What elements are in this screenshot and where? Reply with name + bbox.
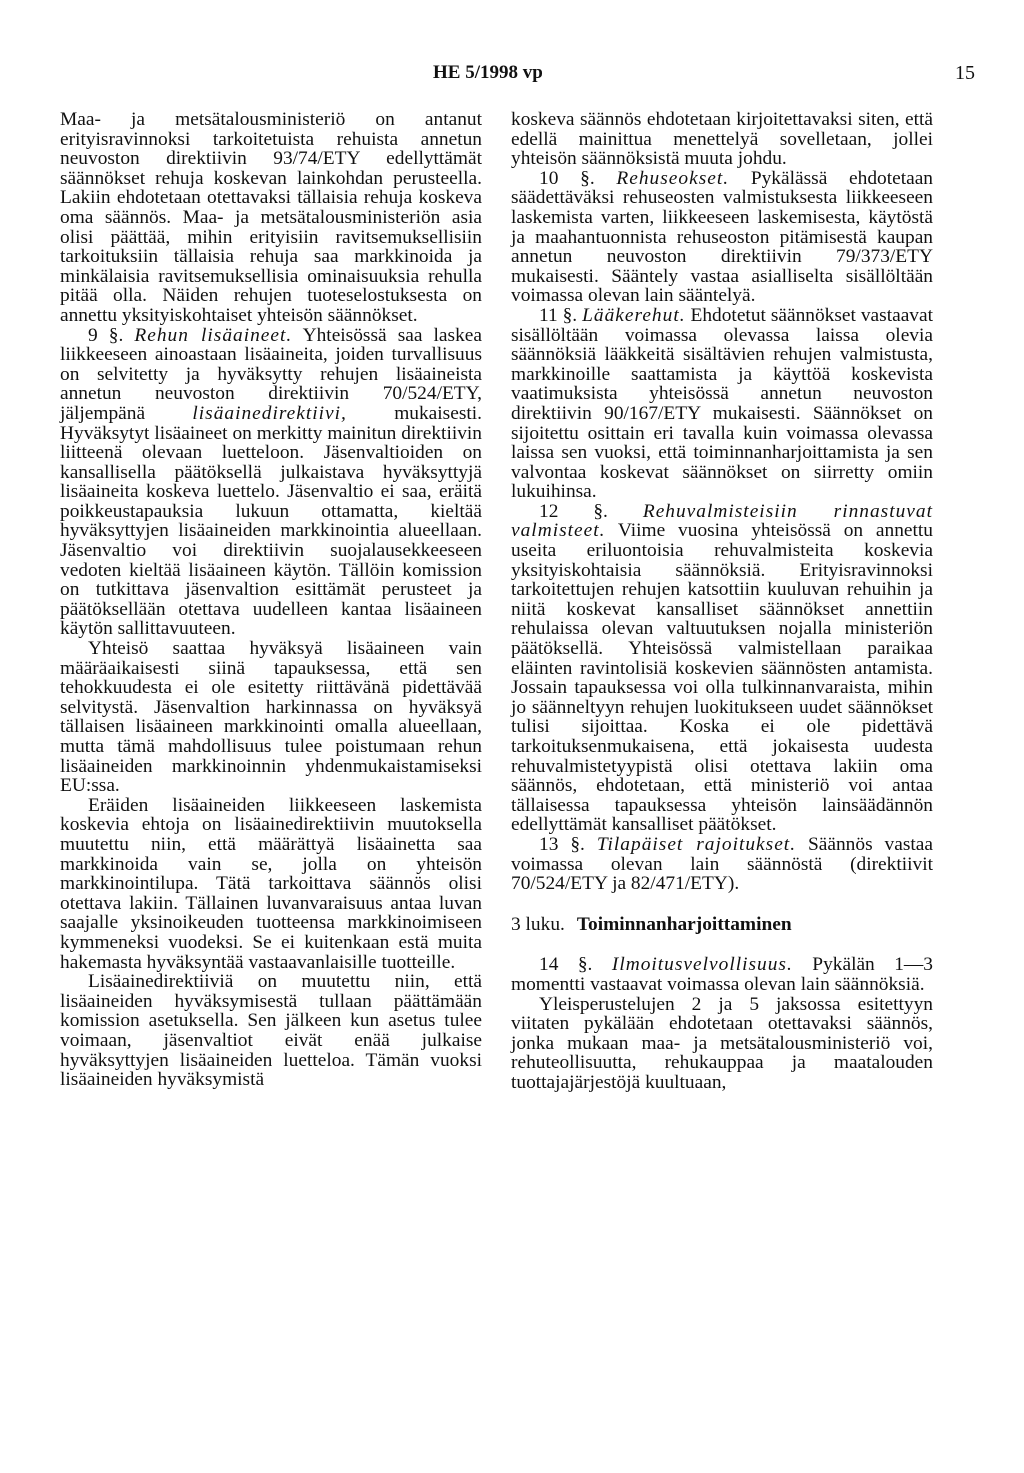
paragraph-text: mukaisesti. Hyväksytyt lisäaineet on merkitty mainitun direktiivin liitteenä olevaan luetteloon. Jäsenvaltioiden on kansallisella päätöksellä julkaistava hyväksyttyjä lisäaineita koskeva luettelo. Jäsenvaltio ei saa, eräitä poikkeustapauksia lukuun ottamatta, kieltää hyväksyttyjen lisäaineiden markkinointia alueellaan. Jäsenvaltio voi direktiivin suojalausekkeeseen vedoten kieltää lisäaineen käytön. Tällöin komission on tutkittava jäsenvaltion esittämät perusteet ja päätöksellään otettava uudelleen kantaa lisäaineen käytön sallittavuuteen. — [60, 402, 482, 640]
section-title: Rehuseokset. — [616, 167, 730, 189]
paragraph-text: Pykälän 1—3 momentti vastaavat voimassa olevan lain säännöksiä. — [511, 954, 933, 995]
paragraph: Maa- ja metsätalousministeriö on antanut erityisravinnoksi tarkoitetuista rehuista annetun neuvoston direktiivin 93/74/ETY edellyttämät säännökset rehuja koskevan lainkohdan perusteella. Lakiin ehdotetaan otettavaksi tällaisia rehuja koskeva oma säännös. Maa- ja metsätalousministeriön asia olisi päättää, mihin erityisiin ravitsemuksellisiin tarkoituksiin tällaisia rehuja saa markkinoida ja minkälaisia ravitsemuksellisia ominaisuuksia rehulla pitää olla. Näiden rehujen tuoteselostuksesta on annettu yksityiskohtaiset yhteisön säännökset. — [60, 109, 482, 326]
defined-term: lisäainedirektiivi, — [192, 402, 347, 424]
right-column — [511, 110, 933, 1093]
chapter-heading — [511, 915, 933, 935]
section-number: 12 §. — [539, 500, 608, 522]
paragraph: Lisäainedirektiiviä on muutettu niin, että lisäaineiden hyväksymisestä tullaan päättämään komission asetuksella. Sen jälkeen kun asetus tulee voimaan, jäsenvaltiot eivät enää julkaise hyväksyttyjen lisäaineiden luetteloa. Tämän vuoksi lisäaineiden hyväksymistä — [60, 971, 482, 1091]
paragraph-text: Pykälässä ehdotetaan säädettäväksi rehuseosten valmistuksesta liikkeeseen laskemista varten, liikkeeseen laskemisesta, käytöstä ja maahantuonnista rehuseoston pitämisestä kaupan annetun neuvoston direktiivin 79/373/ETY mukaisesti. Sääntely vastaa asialliselta sisällöltään voimassa olevan lain sääntelyä. — [511, 167, 934, 307]
section-paragraph — [60, 326, 482, 640]
section-title: Ilmoitusvelvollisuus. — [611, 954, 793, 976]
chapter-number: 3 luku. — [511, 913, 565, 935]
section-number: 14 §. — [539, 954, 593, 976]
paragraph: Eräiden lisäaineiden liikkeeseen laskemista koskevia ehtoja on lisäainedirektiivin muutoksella muutettu niin, että määrättyä lisäainetta saa markkinoida vain se, jolla on yhteisön markkinointilupa. Tätä tarkoittava säännös olisi otettava lakiin. Tällainen luvanvaraisuus antaa luvan saajalle yksinoikeuden tuotteensa markkinoimiseen kymmeneksi vuodeksi. Se ei kuitenkaan estä muita hakemasta hyväksyntää vastaavanlaisille tuotteille. — [60, 794, 482, 973]
section-title: Lääkerehut. — [582, 304, 686, 326]
paragraph-text: Viime vuosina yhteisössä on annettu useita eriluontoisia rehuvalmisteita koskevia yksityiskohtaisia säännöksiä. Erityisravinnoksi tarkoitettujen rehujen katsottiin kuuluvan rehuihin ja niitä koskevat kansalliset säännökset annettiin rehulaissa olevan valtuutuksen nojalla ministeriön päätöksellä. Yhteisössä valmistellaan paraikaa eläinten ravintolisiä koskevien säännösten antamista. Jossain tapauksessa voi olla tulkinnanvaraista, mihin jo säänneltyyn rehujen luokitukseen uudet säännökset tulisi sijoittaa. Koska ei ole pidettävä tarkoituksenmukaisena, että jokaisesta uudesta rehuvalmistetyypistä olisi otettava lakiin oma säännös, ehdotetaan, että ministeriö voi antaa tällaisessa tapauksessa yhteisön lainsäädännön edellyttämät kansalliset päätökset. — [511, 520, 933, 836]
section-paragraph — [511, 502, 933, 835]
section-title: Rehuvalmisteisiin rinnastuvat valmisteet. — [511, 500, 933, 542]
paragraph: koskeva säännös ehdotetaan kirjoitettavaksi siten, että edellä mainittua menettelyä sovelletaan, jollei yhteisön säännöksistä muuta johdu. — [511, 109, 933, 170]
paragraph-text: Yhteisössä saa laskea liikkeeseen ainoastaan lisäaineita, joiden turvallisuus on selvitetty ja hyväksytty rehujen lisäaineista annetun neuvoston direktiivin 70/524/ETY, jäljempänä — [60, 324, 482, 424]
paragraph: Yleisperustelujen 2 ja 5 jaksossa esitettyyn viitaten pykälään ehdotetaan otettavaksi säännös, jonka mukaan maa- ja metsätalousministeriö voi, rehuteollisuutta, rehukauppaa ja maatalouden tuottajajärjestöjä kuultuaan, — [511, 993, 933, 1093]
chapter-title: Toiminnanharjoittaminen — [576, 913, 792, 935]
paragraph-text: Säännös vastaa voimassa olevan lain säännöstä (direktiivit 70/524/ETY ja 82/471/ETY). — [511, 833, 933, 895]
section-paragraph — [511, 306, 933, 502]
section-number: 11 §. — [539, 304, 578, 326]
paragraph: Yhteisö saattaa hyväksyä lisäaineen vain määräaikaisesti siinä tapauksessa, että sen tehokkuudesta ei ole esitetty riittävänä pidettävää selvitystä. Jäsenvaltion harkinnassa on hyväksyä tällaisen lisäaineen markkinointi omalla alueellaan, mutta tämä mahdollisuus tulee poistumaan rehun lisäaineiden markkinoinnin yhdenmukaistamiseksi EU:ssa. — [60, 638, 482, 797]
section-title: Rehun lisäaineet. — [134, 324, 293, 346]
left-column — [60, 110, 482, 1090]
section-paragraph — [511, 835, 933, 894]
section-title: Tilapäiset rajoitukset. — [596, 833, 797, 855]
running-header: HE 5/1998 vp — [433, 62, 543, 83]
section-number: 10 §. — [539, 167, 595, 189]
paragraph-text: Ehdotetut säännökset vastaavat sisällöltään voimassa olevassa laissa olevia säännöksiä lääkkeitä sisältävien rehujen valmistusta, markkinoille saattamista ja käyttöä koskevista vaatimuksista yhteisössä annetun neuvoston direktiivin 90/167/ETY mukaisesti. Säännökset on sijoitettu osittain eri tavalla kuin voimassa olevassa laissa sen vuoksi, että toiminnanharjoittamista ja sen valvontaa koskevat säännökset on siirretty omiin lukuihinsa. — [511, 304, 933, 503]
section-paragraph — [511, 169, 933, 306]
page-number: 15 — [955, 62, 975, 84]
section-number: 13 §. — [539, 833, 585, 855]
section-number: 9 §. — [88, 324, 124, 346]
section-paragraph — [511, 955, 933, 994]
